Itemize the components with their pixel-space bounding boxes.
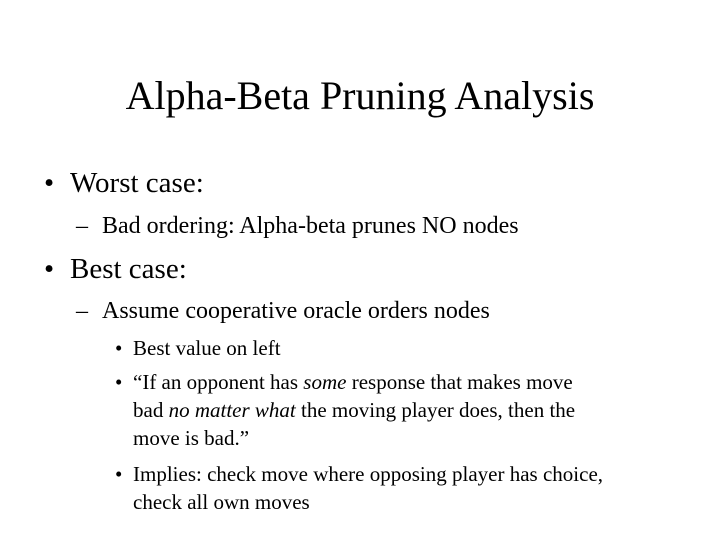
quote-emphasis-some: some xyxy=(303,370,347,394)
bullet-marker: • xyxy=(44,253,55,285)
sub-sub-bullet-best-value: Best value on left xyxy=(133,336,281,360)
quote-text: “If an opponent has xyxy=(133,370,304,394)
sub-bullet-bad-ordering: Bad ordering: Alpha-beta prunes NO nodes xyxy=(102,213,519,239)
bullet-best-case: Best case: xyxy=(70,253,187,285)
quote-text: bad xyxy=(133,398,169,422)
sub-sub-bullet-marker: • xyxy=(115,336,123,360)
quote-text: the moving player does, then the xyxy=(295,398,576,422)
quote-line-3: move is bad.” xyxy=(133,426,250,450)
quote-text: response that makes move xyxy=(346,370,573,394)
quote-emphasis-no-matter-what: no matter what xyxy=(168,398,296,422)
implies-line-1: Implies: check move where opposing player has choice, xyxy=(133,462,604,486)
sub-bullet-marker: – xyxy=(76,213,88,239)
bullet-worst-case: Worst case: xyxy=(70,167,204,199)
bullet-marker: • xyxy=(44,167,55,199)
sub-bullet-cooperative-oracle: Assume cooperative oracle orders nodes xyxy=(102,298,490,324)
quote-line-2 xyxy=(133,398,575,423)
implies-line-2: check all own moves xyxy=(133,490,310,514)
quote-line-1 xyxy=(133,370,573,395)
sub-sub-bullet-marker: • xyxy=(115,462,123,486)
slide-title: Alpha-Beta Pruning Analysis xyxy=(125,73,595,118)
sub-bullet-marker: – xyxy=(76,298,88,324)
sub-sub-bullet-marker: • xyxy=(115,370,123,394)
